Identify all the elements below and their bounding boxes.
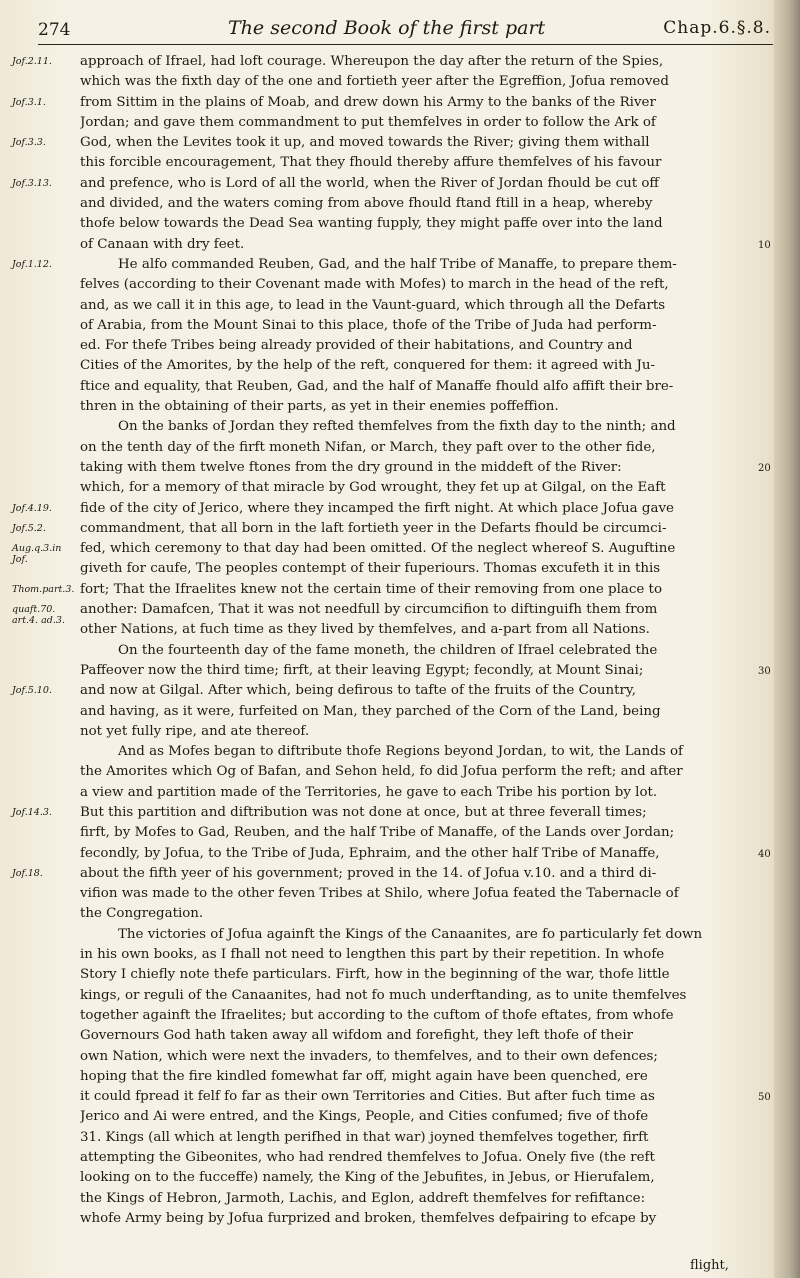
text-line: it could fpread it felf fo far as their own Territories and Cities. But after fuch time as bbox=[80, 1089, 655, 1105]
margin-note: Jof.4.19. bbox=[12, 502, 52, 514]
margin-note: Thom.part.3. bbox=[12, 583, 75, 595]
text-line: about the fifth yeer of his government; proved in the 14. of Jofua v.10. and a third di- bbox=[80, 865, 657, 881]
margin-note: Jof.5.10. bbox=[12, 685, 52, 697]
text-line: which was the fixth day of the one and fortieth yeer after the Egreffion, Jofua removed bbox=[80, 74, 669, 90]
text-line: and now at Gilgal. After which, being defirous to tafte of the fruits of the Country, bbox=[80, 683, 636, 699]
margin-note: Jof.3.3. bbox=[12, 137, 46, 149]
text-line: a view and partition made of the Territories, he gave to each Tribe his portion by lot. bbox=[80, 784, 658, 800]
text-line: another: Damafcen, That it was not needfull by circumcifion to diftinguifh them from bbox=[80, 602, 658, 618]
text-line: ftice and equality, that Reuben, Gad, and the half of Manaffe fhould alfo affift their bre- bbox=[80, 378, 674, 394]
text-line: and, as we call it in this age, to lead in the Vaunt-guard, which through all the Defarts bbox=[80, 297, 666, 313]
text-line: Jerico and Ai were entred, and the Kings, People, and Cities confumed; five of thofe bbox=[80, 1109, 649, 1125]
margin-note: Jof.3.13. bbox=[12, 177, 52, 189]
text-line: hoping that the fire kindled fomewhat far off, might again have been quenched, ere bbox=[80, 1068, 648, 1084]
line-number: 20 bbox=[758, 463, 771, 474]
text-line: and prefence, who is Lord of all the world, when the River of Jordan fhould be cut off bbox=[80, 175, 659, 191]
text-line: thren in the obtaining of their parts, as yet in their enemies poffeffion. bbox=[80, 399, 559, 415]
text-line: the Kings of Hebron, Jarmoth, Lachis, and Eglon, addreft themfelves for refiftance: bbox=[80, 1190, 646, 1206]
text-line: and divided, and the waters coming from above fhould ftand ftill in a heap, whereby bbox=[80, 196, 653, 212]
text-line: Story I chiefly note thefe particulars. Firft, how in the beginning of the war, thofe little bbox=[80, 967, 670, 983]
text-line: God, when the Levites took it up, and moved towards the River; giving them withall bbox=[80, 135, 650, 151]
body-text bbox=[80, 52, 752, 1229]
page-number: 274 bbox=[38, 20, 71, 40]
text-line: the Congregation. bbox=[80, 906, 204, 922]
text-line: fecondly, by Jofua, to the Tribe of Juda, Ephraim, and the other half Tribe of Manaffe, bbox=[80, 845, 660, 861]
text-line: approach of Ifrael, had loft courage. Whereupon the day after the return of the Spies, bbox=[80, 54, 664, 69]
text-line: whofe Army being by Jofua furprized and broken, themfelves defpairing to efcape by bbox=[80, 1210, 657, 1226]
line-number: 30 bbox=[758, 666, 771, 677]
line-number: 50 bbox=[758, 1092, 771, 1104]
text-line: fort; That the Ifraelites knew not the certain time of their removing from one place to bbox=[80, 581, 663, 597]
margin-note: Jof.18. bbox=[12, 868, 43, 879]
margin-note: Jof.3.1. bbox=[12, 96, 46, 108]
text-line: thofe below towards the Dead Sea wanting fupply, they might paffe over into the land bbox=[80, 216, 663, 232]
running-title: The second Book of the first part bbox=[228, 17, 546, 39]
text-line: ed. For thefe Tribes being already provided of their habitations, and Country and bbox=[80, 338, 633, 354]
text-line: fed, which ceremony to that day had been omitted. Of the neglect whereof S. Auguftine bbox=[80, 541, 676, 557]
text-line: and having, as it were, furfeited on Man, they parched of the Corn of the Land, being bbox=[80, 703, 661, 719]
text-line: not yet fully ripe, and ate thereof. bbox=[80, 723, 310, 739]
text-line: own Nation, which were next the invaders, to themfelves, and to their own defences; bbox=[80, 1048, 658, 1064]
text-line: from Sittim in the plains of Moab, and drew down his Army to the banks of the River bbox=[80, 94, 656, 110]
text-line: kings, or reguli of the Canaanites, had not fo much underftanding, as to unite themfelves bbox=[80, 987, 687, 1003]
text-line: the Amorites which Og of Bafan, and Sehon held, fo did Jofua perform the reft; and after bbox=[80, 764, 683, 780]
text-line: which, for a memory of that miracle by God wrought, they fet up at Gilgal, on the Eaft bbox=[80, 480, 666, 496]
chapter-reference: Chap.6.§.8. bbox=[663, 18, 771, 38]
margin-notes-column bbox=[12, 52, 74, 1252]
book-spine-edge bbox=[774, 0, 800, 1278]
text-line: On the banks of Jordan they refted themfelves from the fixth day to the ninth; and bbox=[118, 419, 676, 435]
text-line: Governours God hath taken away all wifdom and forefight, they left thofe of their bbox=[80, 1028, 634, 1044]
text-line: of Arabia, from the Mount Sinai to this place, thofe of the Tribe of Juda had perform- bbox=[80, 317, 657, 333]
text-line: felves (according to their Covenant made with Mofes) to march in the head of the reft, bbox=[80, 277, 669, 293]
margin-note: quaft.70. art.4. ad.3. bbox=[12, 604, 65, 627]
text-line: He alfo commanded Reuben, Gad, and the half Tribe of Manaffe, to prepare them- bbox=[118, 256, 677, 272]
text-line: Paffeover now the third time; firft, at their leaving Egypt; fecondly, at Mount Sinai; bbox=[80, 662, 644, 678]
line-number: 40 bbox=[758, 848, 771, 860]
text-line: fide of the city of Jerico, where they incamped the firft night. At which place Jofua gave bbox=[80, 500, 674, 516]
text-line: On the fourteenth day of the fame moneth, the children of Ifrael celebrated the bbox=[118, 642, 658, 658]
text-line: taking with them twelve ftones from the dry ground in the middeft of the River: bbox=[80, 459, 622, 475]
text-line: attempting the Gibeonites, who had rendred themfelves to Jofua. Onely five (the reft bbox=[80, 1150, 655, 1166]
text-line: The victories of Jofua againft the Kings of the Canaanites, are fo particularly fet down bbox=[118, 926, 703, 942]
text-line: this forcible encouragement, That they fhould thereby affure themfelves of his favour bbox=[80, 155, 662, 171]
margin-note: Aug.q.3.in Jof. bbox=[12, 543, 62, 566]
running-header bbox=[38, 14, 773, 45]
text-line: Jordan; and gave them commandment to put themfelves in order to follow the Ark of bbox=[80, 114, 656, 130]
text-line: 31. Kings (all which at length perifhed in that war) joyned themfelves together, firft bbox=[80, 1129, 649, 1145]
line-number: 10 bbox=[758, 239, 771, 251]
text-line: of Canaan with dry feet. bbox=[80, 236, 245, 252]
margin-note: Jof.5.2. bbox=[12, 522, 46, 534]
text-line: together againft the Ifraelites; but according to the cuftom of thofe eftates, from whofe bbox=[80, 1007, 674, 1023]
text-line: giveth for caufe, The peoples contempt of their fuperiours. Thomas excufeth it in this bbox=[80, 561, 661, 577]
text-line: looking on to the fucceffe) namely, the King of the Jebufites, in Jebus, or Hierufalem, bbox=[80, 1170, 655, 1186]
margin-note: Jof.2.11. bbox=[12, 56, 52, 67]
margin-note: Jof.14.3. bbox=[12, 807, 52, 819]
text-line: in his own books, as I fhall not need to lengthen this part by their repetition. In whofe bbox=[80, 947, 665, 963]
text-line: vifion was made to the other feven Tribes at Shilo, where Jofua feated the Tabernacle of bbox=[80, 886, 679, 902]
catchword: flight, bbox=[690, 1258, 729, 1273]
text-line: other Nations, at fuch time as they lived by themfelves, and a-part from all Nations. bbox=[80, 622, 650, 638]
text-line: Cities of the Amorites, by the help of the reft, conquered for them: it agreed with Ju- bbox=[80, 358, 655, 374]
text-line: on the tenth day of the firft moneth Nifan, or March, they paft over to the other fide, bbox=[80, 439, 656, 455]
text-line: firft, by Mofes to Gad, Reuben, and the half Tribe of Manaffe, of the Lands over Jordan; bbox=[80, 825, 675, 841]
text-line: But this partition and diftribution was not done at once, but at three feverall times; bbox=[80, 804, 647, 820]
margin-note: Jof.1.12. bbox=[12, 259, 52, 270]
text-line: And as Mofes began to diftribute thofe Regions beyond Jordan, to wit, the Lands of bbox=[118, 744, 684, 760]
text-line: commandment, that all born in the laft fortieth yeer in the Defarts fhould be circumci- bbox=[80, 520, 667, 536]
